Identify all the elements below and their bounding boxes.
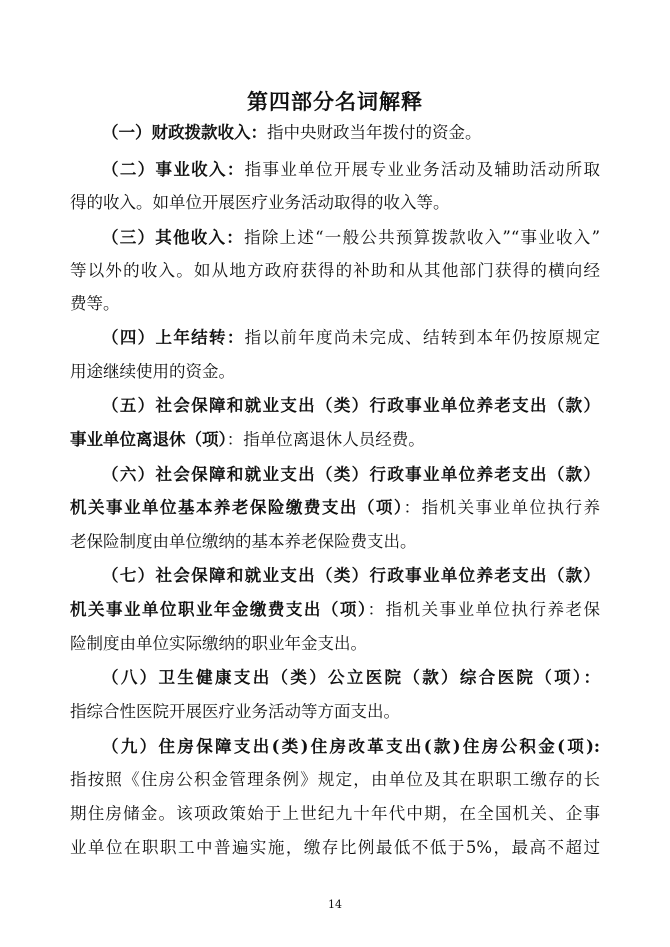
item-2-line-1 (102, 160, 600, 180)
item-4-line-1 (102, 328, 600, 348)
item-6-term2: 机关事业单位基本养老保险缴费支出（项） (70, 498, 404, 517)
page-number: 14 (328, 898, 342, 911)
item-8-term: （八）卫生健康支出（类）公立医院（款）综合医院（项）： (102, 668, 600, 687)
item-3-text: 指除上述“一般公共预算拨款收入”“事业收入” (244, 228, 600, 247)
item-4-text: 指以前年度尚未完成、结转到本年仍按原规定 (244, 328, 601, 347)
item-9-line-3: 期住房储金。该项政策始于上世纪九十年代中期，在全国机关、企事 (70, 804, 600, 823)
item-3-line-2: 等以外的收入。如从地方政府获得的补助和从其他部门获得的横向经 (70, 261, 600, 280)
item-2-term: （二）事业收入： (102, 160, 245, 179)
item-8-line-2: 指综合性医院开展医疗业务活动等方面支出。 (70, 702, 400, 721)
item-1-text: 指中央财政当年拨付的资金。 (267, 123, 482, 142)
item-6-term: （六）社会保障和就业支出（类）行政事业单位养老支出（款） (102, 465, 600, 484)
item-7-line-3: 险制度由单位实际缴纳的职业年金支出。 (70, 634, 367, 653)
item-7-text: ：指机关事业单位执行养老保 (367, 600, 601, 619)
item-5-term: （五）社会保障和就业支出（类）行政事业单位养老支出（款） (102, 396, 600, 415)
item-3-line-1 (102, 228, 600, 248)
item-1-term: （一）财政拨款收入： (102, 123, 267, 142)
item-9-line-2: 指按照《住房公积金管理条例》规定，由单位及其在职职工缴存的长 (70, 770, 600, 789)
item-7-line-2 (70, 600, 600, 620)
item-9-line-4: 业单位在职职工中普遍实施，缴存比例最低不低于5%，最高不超过 (70, 838, 600, 857)
page-title: 第四部分名词解释 (247, 89, 423, 114)
item-6-line-3: 老保险制度由单位缴纳的基本养老保险费支出。 (70, 532, 417, 551)
item-7-term2: 机关事业单位职业年金缴费支出（项） (70, 600, 368, 619)
item-4-line-2: 用途继续使用的资金。 (70, 362, 235, 381)
item-9-term: （九）住房保障支出(类)住房改革支出(款)住房公积金(项): (102, 737, 600, 756)
item-4-term: （四）上年结转： (102, 328, 245, 347)
item-3-term: （三）其他收入： (102, 228, 245, 247)
item-2-line-2: 得的收入。如单位开展医疗业务活动取得的收入等。 (70, 193, 450, 212)
item-2-text: 指事业单位开展专业业务活动及辅助活动所取 (244, 160, 601, 179)
item-6-line-2 (70, 498, 600, 518)
item-6-text: ：指机关事业单位执行养 (403, 498, 601, 517)
item-1-line-1 (102, 123, 600, 143)
item-3-line-3: 费等。 (70, 294, 120, 313)
item-5-term2: 事业单位离退休（项） (70, 430, 227, 449)
item-5-line-2 (70, 430, 600, 450)
item-7-term: （七）社会保障和就业支出（类）行政事业单位养老支出（款） (102, 566, 600, 585)
item-5-text: ：指单位离退休人员经费。 (226, 430, 425, 449)
